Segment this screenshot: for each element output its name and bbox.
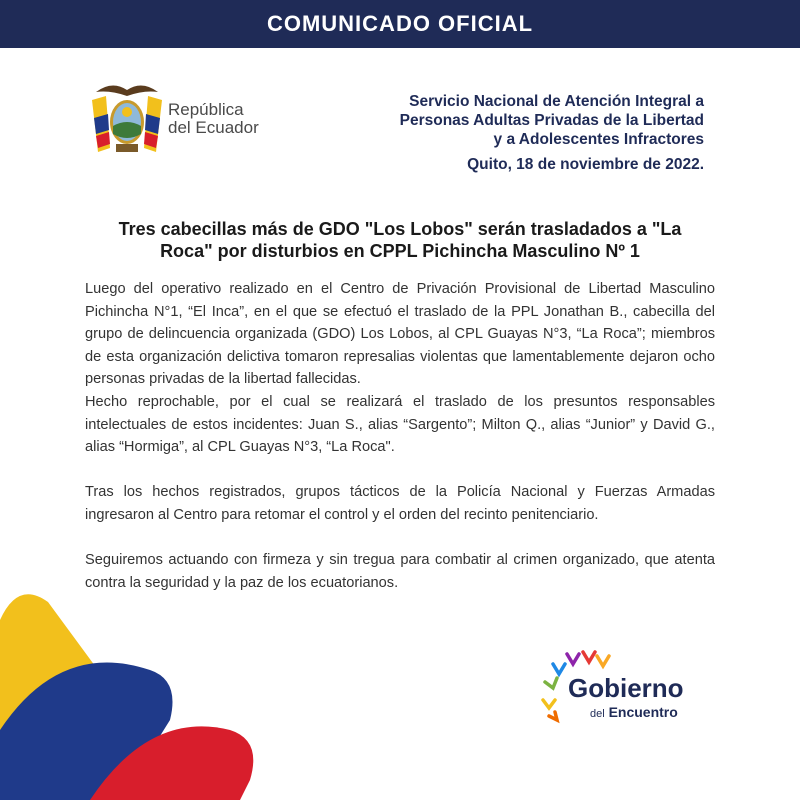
body-text xyxy=(85,278,715,594)
republic-name-line1: República xyxy=(168,100,244,119)
gov-logo-sub-main: Encuentro xyxy=(608,704,678,720)
paragraph-4: Seguiremos actuando con firmeza y sin tregua para combatir al crimen organizado, que atenta contra la seguridad y la paz de los ecuatorianos. xyxy=(85,552,715,591)
header-bar xyxy=(0,0,800,48)
agency-block xyxy=(400,92,704,174)
gov-logo-subtitle xyxy=(590,704,678,722)
republic-name xyxy=(168,101,259,137)
decorative-shapes xyxy=(0,580,260,800)
gov-logo-word: Gobierno xyxy=(568,673,684,703)
agency-line-2: Personas Adultas Privadas de la Libertad xyxy=(399,112,704,129)
paragraph-3: Tras los hechos registrados, grupos tácticos de la Policía Nacional y Fuerzas Armadas ingresaron al Centro para retomar el control y el orden del recinto penitenciario. xyxy=(85,484,715,523)
coat-of-arms-icon xyxy=(88,78,166,160)
paragraph-2: Hecho reprochable, por el cual se realizará el traslado de los presuntos responsables intelectuales de estos incidentes: Juan S., alias “Sargento”; Milton Q., alias “Junior” y David G., alias “Hormiga”, al CPL Guayas N°3, “La Roca". xyxy=(85,393,715,456)
agency-line-3: y a Adolescentes Infractores xyxy=(493,131,704,148)
republic-logo xyxy=(88,78,259,160)
paragraph-1: Luego del operativo realizado en el Centro de Privación Provisional de Libertad Masculino Pichincha N°1, “El Inca”, en el que se efectuó el traslado de la PPL Jonathan B., cabecilla del grupo de delincuencia organizada (GDO) Los Lobos, al CPL Guayas N°3, “La Roca”; miembros de esta organización delictiva tomaron represalias violentas que lamentablemente dejaron ocho personas privadas de la libertad fallecidas. xyxy=(85,281,715,388)
headline: Tres cabecillas más de GDO "Los Lobos" serán trasladados a "La Roca" por disturbios en CPPL Pichincha Masculino Nº 1 xyxy=(118,219,682,261)
republic-name-line2: del Ecuador xyxy=(168,118,259,137)
date-line: Quito, 18 de noviembre de 2022. xyxy=(467,156,704,173)
header-title: COMUNICADO OFICIAL xyxy=(266,11,534,36)
gov-logo-sub-prefix: del xyxy=(590,708,605,720)
agency-line-1: Servicio Nacional de Atención Integral a xyxy=(409,93,704,110)
